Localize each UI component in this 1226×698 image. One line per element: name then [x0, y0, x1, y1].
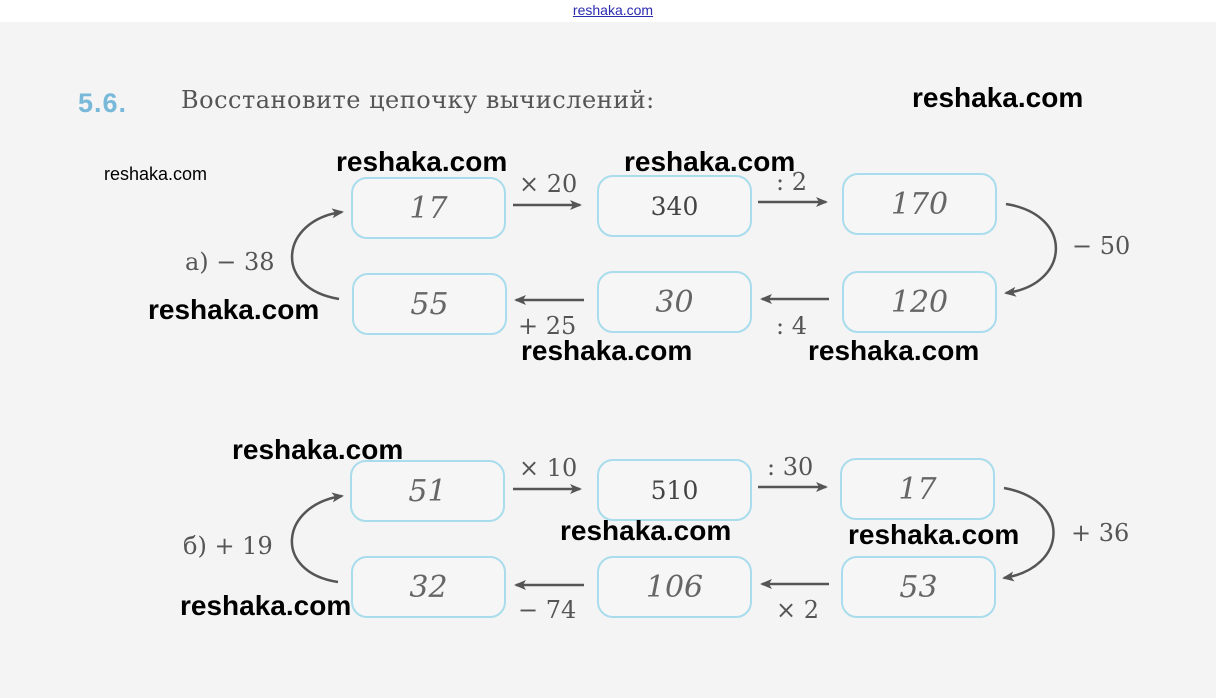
- chain-b-op-multiply: × 10: [519, 454, 578, 482]
- chain-a-value-6: 55: [410, 286, 449, 322]
- chain-a-op-divide-2: : 4: [776, 312, 807, 340]
- watermark: reshaka.com: [232, 434, 404, 465]
- watermark: reshaka.com: [148, 294, 320, 325]
- watermark: reshaka.com: [521, 335, 693, 366]
- chain-b-label: б) + 19: [183, 532, 273, 560]
- top-bar: [0, 0, 1226, 22]
- task-text: Восстановите цепочку вычислений:: [181, 86, 655, 114]
- chain-b-box-5: [597, 556, 752, 618]
- chain-a-value-3: 170: [890, 186, 949, 222]
- chain-b-op-multiply-2: × 2: [776, 596, 820, 624]
- chain-b-value-6: 32: [409, 569, 448, 605]
- chain-a-box-4: [842, 271, 997, 333]
- chain-a-op-divide: : 2: [776, 168, 807, 196]
- watermark: reshaka.com: [560, 515, 732, 546]
- chain-b-box-4: [841, 556, 996, 618]
- watermark: reshaka.com: [624, 146, 796, 177]
- chain-b-value-3: 17: [898, 471, 937, 507]
- chain-a-value-2: 340: [650, 191, 699, 221]
- chain-b-box-3: [840, 458, 995, 520]
- chain-a-box-2: [597, 175, 752, 237]
- watermark: reshaka.com: [848, 519, 1020, 550]
- chain-b-box-1: [350, 460, 505, 522]
- chain-b-op-divide: : 30: [767, 453, 814, 481]
- chain-b-value-4: 53: [899, 569, 938, 605]
- chain-b-op-add: + 36: [1071, 519, 1130, 547]
- task-number: 5.6.: [78, 88, 128, 118]
- watermark: reshaka.com: [912, 82, 1084, 113]
- chain-a-value-1: 17: [409, 190, 448, 226]
- chain-b-box-6: [351, 556, 506, 618]
- chain-b-box-2: [597, 459, 752, 521]
- watermark: reshaka.com: [336, 146, 508, 177]
- watermark: reshaka.com: [104, 164, 208, 184]
- chain-a-label: а) − 38: [185, 248, 275, 276]
- chain-a-value-5: 30: [655, 284, 694, 320]
- watermark: reshaka.com: [180, 590, 352, 621]
- chain-a-box-6: [352, 273, 507, 335]
- chain-b-value-2: 510: [650, 475, 699, 505]
- chain-a-op-subtract: − 50: [1072, 232, 1131, 260]
- chain-a-box-5: [597, 271, 752, 333]
- chain-a-op-add: + 25: [518, 312, 577, 340]
- watermark: reshaka.com: [808, 335, 980, 366]
- chain-b-op-subtract: − 74: [518, 596, 577, 624]
- chain-a-box-1: [351, 177, 506, 239]
- chain-a-op-multiply: × 20: [519, 170, 578, 198]
- chain-b-value-1: 51: [408, 473, 447, 509]
- site-link[interactable]: reshaka.com: [572, 2, 654, 18]
- chain-a-box-3: [842, 173, 997, 235]
- chain-b-value-5: 106: [645, 569, 704, 605]
- chain-a-value-4: 120: [890, 284, 949, 320]
